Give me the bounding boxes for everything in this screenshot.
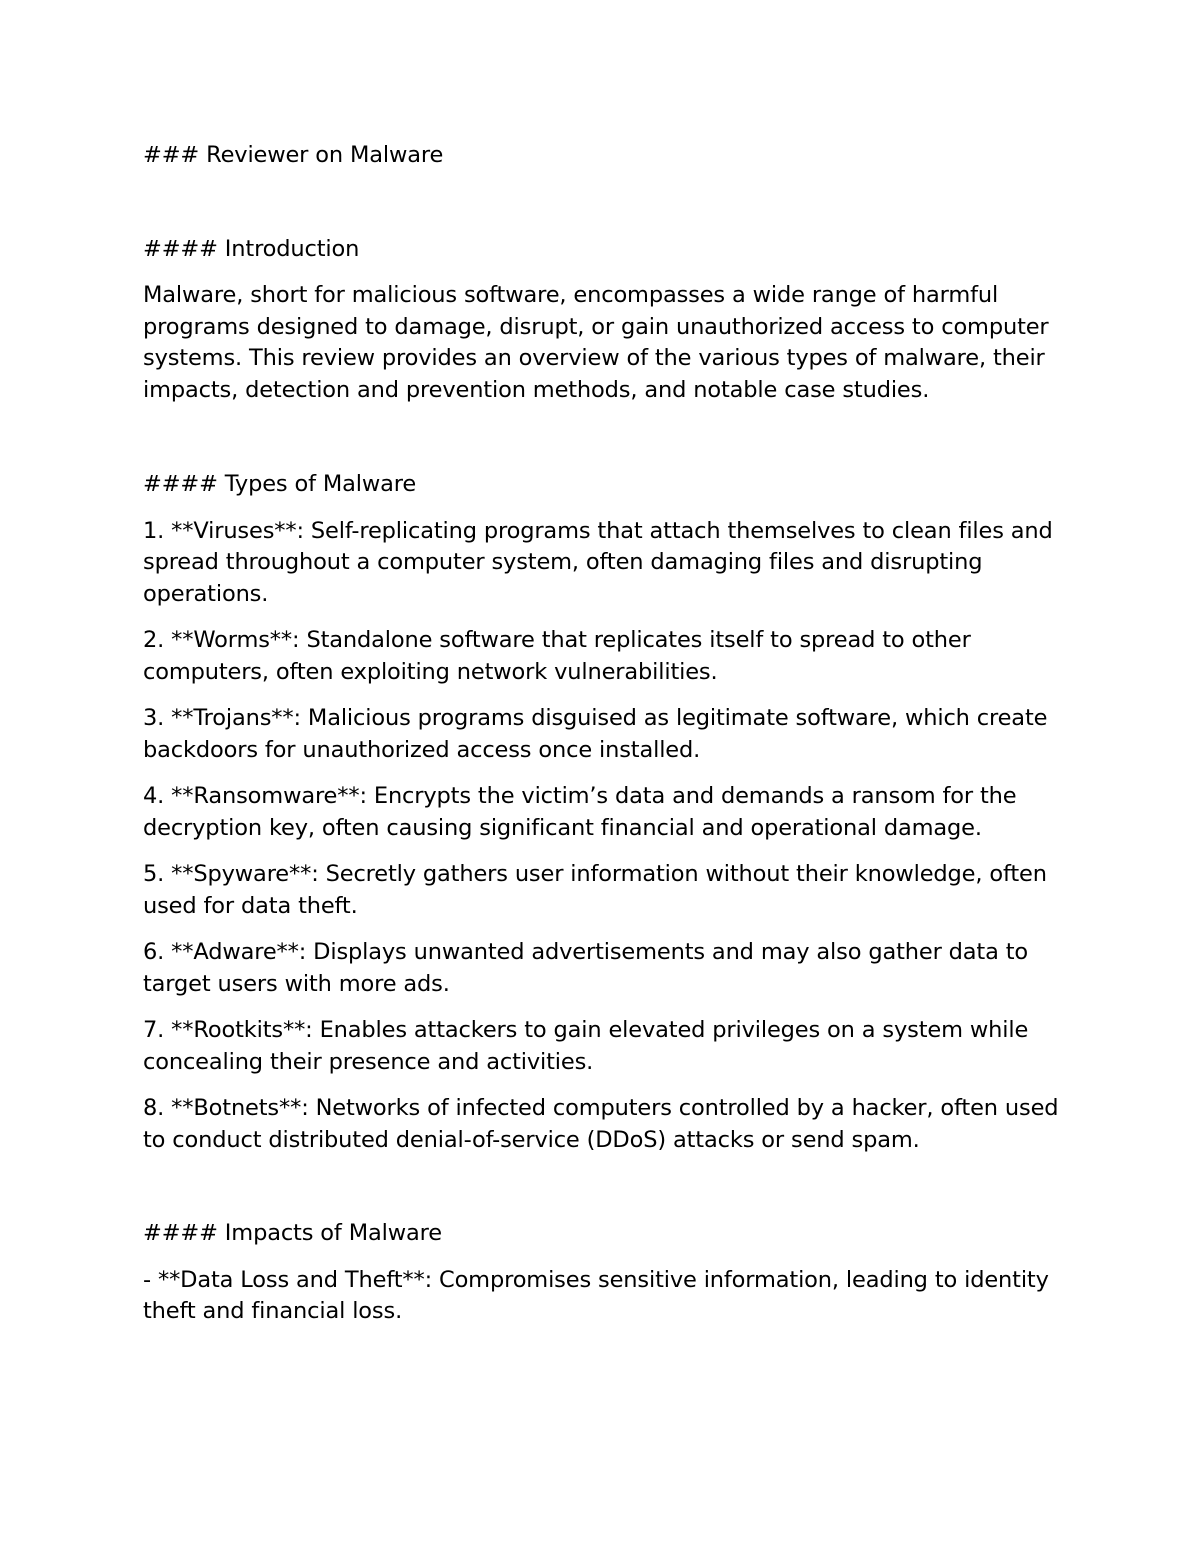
impacts-heading: #### Impacts of Malware bbox=[143, 1220, 442, 1246]
list-item-rootkits: 7. **Rootkits**: Enables attackers to gain elevated privileges on a system while concealing their presence and activities. bbox=[143, 1017, 1029, 1075]
introduction-paragraph: Malware, short for malicious software, encompasses a wide range of harmful programs designed to damage, disrupt, or gain unauthorized access to computer systems. This review provides an overview of the various types of malware, their impacts, detection and prevention methods, and notable case studies. bbox=[143, 282, 1049, 403]
list-item-data-loss: - **Data Loss and Theft**: Compromises sensitive information, leading to identity theft and financial loss. bbox=[143, 1266, 1049, 1324]
list-item-ransomware: 4. **Ransomware**: Encrypts the victim’s data and demands a ransom for the decryption key, often causing significant financial and operational damage. bbox=[143, 783, 1017, 841]
types-heading: #### Types of Malware bbox=[143, 471, 417, 497]
introduction-heading: #### Introduction bbox=[143, 235, 360, 262]
document-title: ### Reviewer on Malware bbox=[143, 142, 444, 168]
list-item-trojans: 3. **Trojans**: Malicious programs disguised as legitimate software, which create backdoors for unauthorized access once installed. bbox=[143, 705, 1048, 763]
document-body bbox=[143, 140, 1073, 1343]
list-item-spyware: 5. **Spyware**: Secretly gathers user information without their knowledge, often used for data theft. bbox=[143, 861, 1047, 919]
list-item-botnets: 8. **Botnets**: Networks of infected computers controlled by a hacker, often used to conduct distributed denial-of-service (DDoS) attacks or send spam. bbox=[143, 1095, 1059, 1153]
list-item-worms: 2. **Worms**: Standalone software that replicates itself to spread to other computers, often exploiting network vulnerabilities. bbox=[143, 627, 971, 685]
list-item-adware: 6. **Adware**: Displays unwanted advertisements and may also gather data to target users with more ads. bbox=[143, 939, 1029, 997]
list-item-viruses: 1. **Viruses**: Self-replicating programs that attach themselves to clean files and spread throughout a computer system, often damaging files and disrupting operations. bbox=[143, 517, 1053, 607]
